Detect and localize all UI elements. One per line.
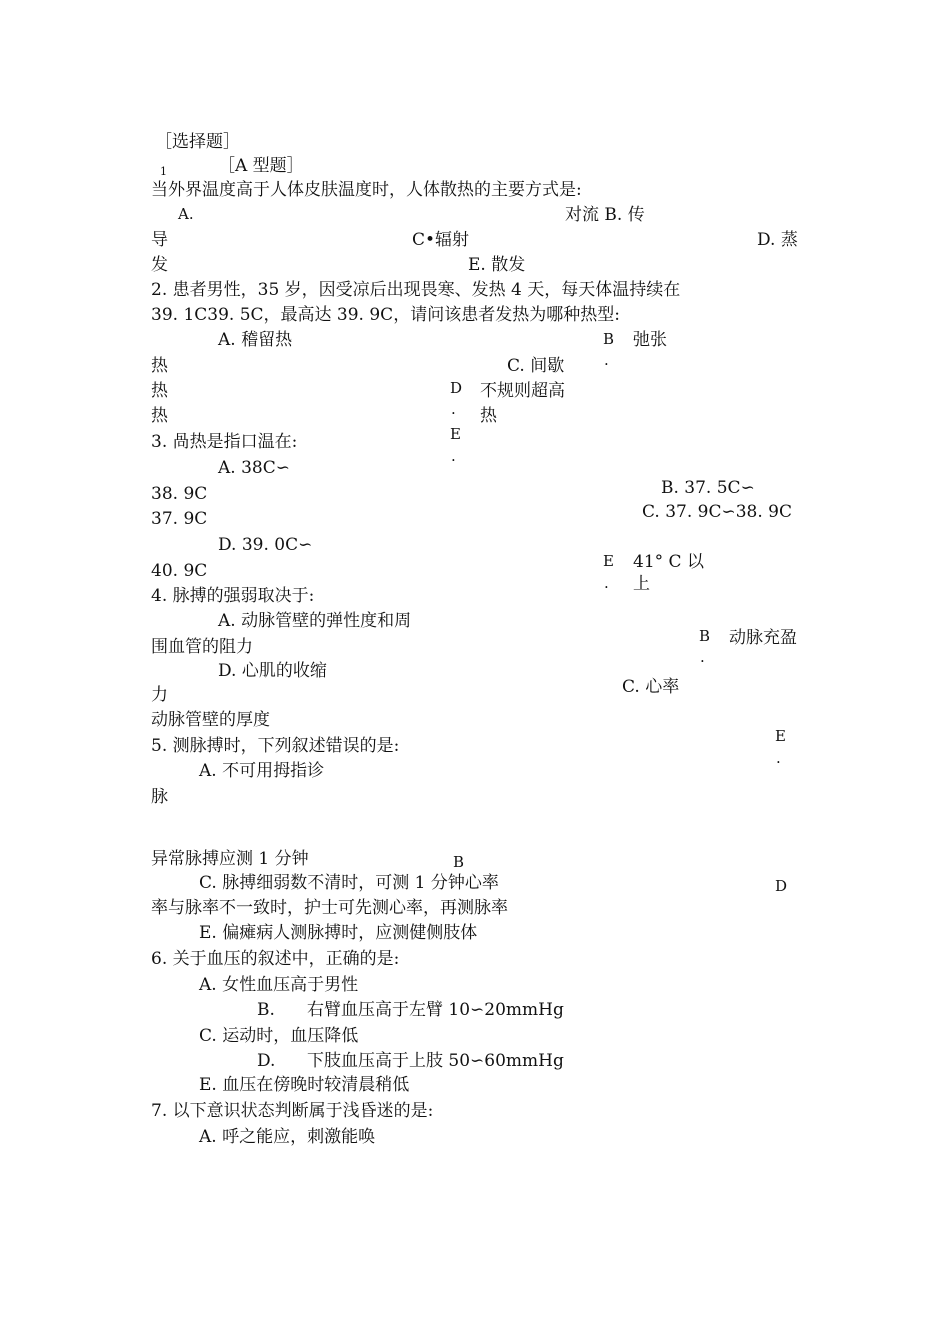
question-stem: 5. 测脉搏时，下列叙述错误的是: [151,736,400,756]
option-fragment: 热 [151,356,168,376]
option-fragment: 导 [151,230,168,250]
option-d-dot: . [451,400,456,418]
option-d: 下肢血压高于上肢 50∽60mmHg [307,1051,564,1071]
option-fragment: 热 [151,381,168,401]
option-d-cont: 力 [151,685,168,705]
option-e-letter: E [450,425,461,443]
option-b-letter: B. [257,1000,275,1020]
option-a: A. 稽留热 [218,330,293,350]
option-d-cont: 40. 9C [151,561,208,581]
option-c: C. 心率 [622,677,680,697]
option-d: D. 蒸 [757,230,798,250]
option-a-cont: 脉 [151,787,168,807]
option-e: E. 散发 [468,255,526,275]
question-type: ［A 型题］ [218,156,304,176]
option-fragment: 热 [151,406,168,426]
option-a: A. 呼之能应，刺激能唤 [199,1127,376,1147]
option-e: E. 偏瘫病人测脉搏时，应测健侧肢体 [199,923,478,943]
option-fragment: 发 [151,255,168,275]
option-e-letter: E [603,552,614,570]
option-c: C•辐射 [412,230,470,250]
option-b: 动脉充盈 [729,628,797,648]
option-a: A. [178,205,194,223]
option-b-dot: . [604,351,609,369]
option-e-letter: E [775,727,786,745]
option-d: D. 39. 0C∽ [218,535,313,555]
option-a: A. 不可用拇指诊 [199,761,325,781]
option-b: 异常脉搏应测 1 分钟 [151,849,309,869]
question-stem: 3. 咼热是指口温在: [151,432,298,452]
question-stem: 当外界温度高于人体皮肤温度时，人体散热的主要方式是: [151,180,582,200]
option-d-letter: D [450,379,463,397]
option-b: 右臂血压高于左臂 10∽20mmHg [307,1000,564,1020]
option-e-dot: . [451,447,456,465]
option-b-dot: . [700,648,705,666]
option-e: 41° C 以 [633,552,704,572]
option-a: A. 动脉管壁的弹性度和周 [218,611,412,631]
option-a: A. 38C∽ [218,458,290,478]
option-d-letter: D [775,877,788,895]
option-e: E. 血压在傍晚时较清晨稍低 [199,1075,410,1095]
option-b-letter: B [453,853,465,871]
option-c: C. 运动时，血压降低 [199,1026,359,1046]
question-stem: 4. 脉搏的强弱取决于: [151,586,315,606]
option-a-cont: 围血管的阻力 [151,637,253,657]
section-title: ［选择题］ [155,132,240,152]
option-b: B. 37. 5C∽ [661,478,755,498]
option-b-letter: B [603,330,615,348]
option-d: 率与脉率不一致时，护士可先测心率，再测脉率 [151,898,508,918]
option-b-letter: B [699,627,711,645]
option-d: 不规则超高 [480,381,565,401]
option-e-dot: . [776,749,781,767]
question-stem: 6. 关于血压的叙述中，正确的是: [151,949,400,969]
option-text: 动脉管壁的厚度 [151,710,270,730]
option-d: D. 心肌的收缩 [218,661,327,681]
item-number: 1 [160,165,167,178]
option-e-cont: 上 [633,574,650,594]
option-e-dot: . [604,574,609,592]
option-a: A. 女性血压高于男性 [199,975,359,995]
question-stem-cont: 39. 1C39. 5C，最高达 39. 9C，请问该患者发热为哪种热型: [151,305,620,325]
option-b: 弛张 [633,330,667,350]
option-fragment: 对流 B. 传 [565,205,645,225]
option-fragment: 热 [480,406,497,426]
option-d-letter: D. [257,1051,276,1071]
option-c: C. 脉搏细弱数不清时，可测 1 分钟心率 [199,873,499,893]
option-c: C. 间歇 [507,356,565,376]
option-b-cont: 37. 9C [151,509,208,529]
question-stem: 7. 以下意识状态判断属于浅昏迷的是: [151,1101,434,1121]
option-a-cont: 38. 9C [151,484,208,504]
option-c: C. 37. 9C∽38. 9C [642,502,792,522]
question-stem: 2. 患者男性，35 岁，因受凉后出现畏寒、发热 4 天，每天体温持续在 [151,280,681,300]
